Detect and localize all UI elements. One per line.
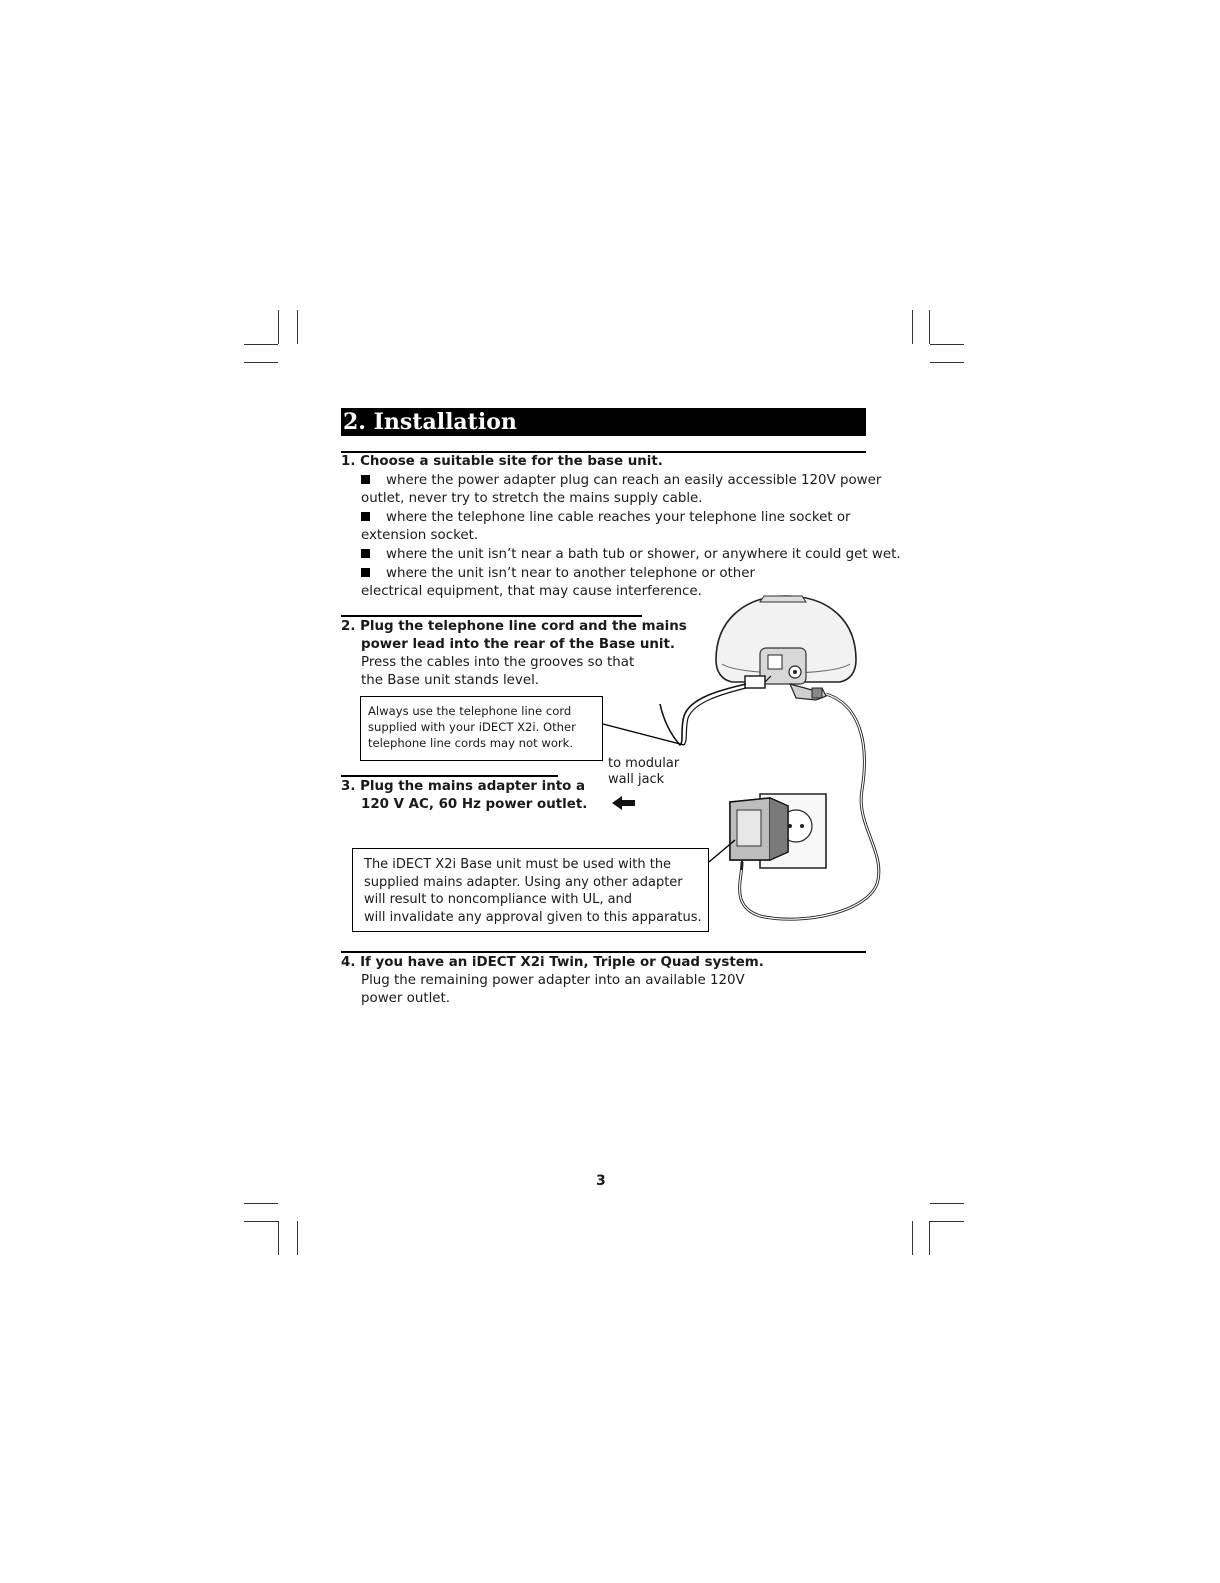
- bullet-item: where the unit isn’t near to another telephone or other: [361, 565, 755, 583]
- step-2-heading-continued: power lead into the rear of the Base unit.: [361, 637, 675, 652]
- bullet-item-continued: electrical equipment, that may cause interference.: [361, 584, 702, 599]
- note-text: telephone line cords may not work.: [368, 736, 574, 750]
- note-text: The iDECT X2i Base unit must be used with the: [364, 857, 672, 872]
- arrow-left-icon: [612, 796, 635, 810]
- step-4-body-continued: power outlet.: [361, 991, 451, 1006]
- step-2-body: Press the cables into the grooves so that: [361, 655, 635, 670]
- step-3-heading: 3. Plug the mains adapter into a: [341, 779, 586, 794]
- wall-jack-label: to modular: [608, 756, 680, 771]
- note-text: Always use the telephone line cord: [368, 704, 572, 718]
- note-text: supplied mains adapter. Using any other adapter: [364, 874, 683, 890]
- bullet-item: where the telephone line cable reaches your telephone line socket or: [361, 509, 851, 527]
- page-number: 3: [596, 1173, 606, 1189]
- step-1-heading: 1. Choose a suitable site for the base unit.: [341, 454, 663, 469]
- telephone-cord: [660, 684, 746, 745]
- note-text: will invalidate any approval given to this apparatus.: [364, 909, 702, 925]
- power-plug-image: [790, 684, 826, 700]
- wall-jack-label-continued: wall jack: [608, 772, 665, 787]
- step-4-body: Plug the remaining power adapter into an available 120V: [361, 973, 745, 988]
- bullet-item: where the unit isn’t near a bath tub or shower, or anywhere it could get wet.: [361, 546, 901, 564]
- step-2-body-continued: the Base unit stands level.: [361, 673, 540, 688]
- note-text: will result to noncompliance with UL, and: [364, 892, 633, 908]
- bullet-item-continued: extension socket.: [361, 528, 479, 543]
- section-title: 2. Installation: [341, 408, 866, 436]
- note-text: supplied with your iDECT X2i. Other: [368, 720, 576, 734]
- step-2-heading: 2. Plug the telephone line cord and the mains: [341, 619, 687, 634]
- bullet-item: where the power adapter plug can reach an easily accessible 120V power: [361, 472, 881, 490]
- bullet-item-continued: outlet, never try to stretch the mains supply cable.: [361, 491, 703, 506]
- step-4-heading: 4. If you have an iDECT X2i Twin, Triple or Quad system.: [341, 955, 764, 970]
- base-unit-image: [716, 596, 856, 684]
- step-3-heading-continued: 120 V AC, 60 Hz power outlet.: [361, 797, 588, 812]
